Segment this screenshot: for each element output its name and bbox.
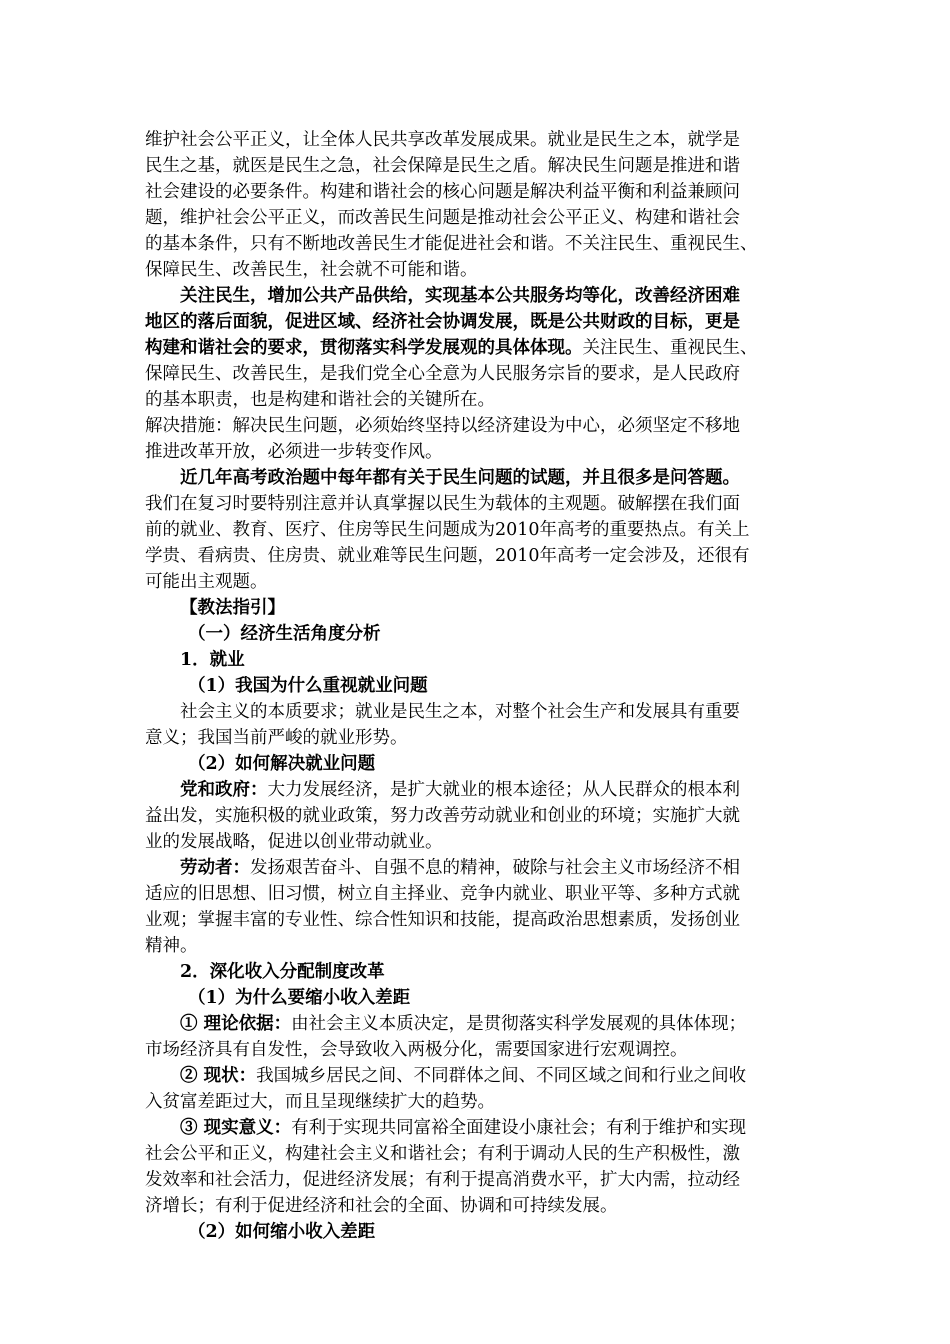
label-theory: ① 理论依据： — [180, 1014, 292, 1034]
heading-employment: 1．就业 — [180, 650, 245, 670]
paragraph-line: 益出发，实施积极的就业政策，努力改善劳动就业和创业的环境；实施扩大就 — [145, 806, 740, 826]
paragraph-line-mixed — [145, 335, 815, 361]
paragraph-line: 前的就业、教育、医疗、住房等民生问题成为2010年高考的重要热点。有关上 — [145, 520, 750, 540]
paragraph-line: 意义；我国当前严峻的就业形势。 — [145, 728, 408, 748]
bold-paragraph-line: 近几年高考政治题中每年都有关于民生问题的试题，并且很多是问答题。 — [180, 468, 740, 488]
paragraph-line: 精神。 — [145, 936, 198, 956]
paragraph-line: 维护社会公平正义，让全体人民共享改革发展成果。就业是民生之本，就学是 — [145, 130, 740, 150]
paragraph-line-mixed — [180, 855, 850, 881]
subsection-heading: （一）经济生活角度分析 — [188, 624, 381, 644]
plain-text: 大力发展经济，是扩大就业的根本途径；从人民群众的根本利 — [267, 780, 740, 800]
paragraph-line: 保障民生、改善民生，社会就不可能和谐。 — [145, 260, 478, 280]
paragraph-line: 发效率和社会活力，促进经济发展；有利于提高消费水平，扩大内需，拉动经 — [145, 1170, 740, 1190]
plain-text: 有利于实现共同富裕全面建设小康社会；有利于维护和实现 — [291, 1118, 747, 1138]
paragraph-line: 可能出主观题。 — [145, 572, 268, 592]
plain-text: 发扬艰苦奋斗、自强不息的精神，破除与社会主义市场经济不相 — [250, 858, 740, 878]
label-meaning: ③ 现实意义： — [180, 1118, 292, 1138]
subheading: （2）如何缩小收入差距 — [188, 1222, 376, 1242]
subheading: （1）我国为什么重视就业问题 — [188, 676, 428, 696]
paragraph-line: 业的发展战略，促进以创业带动就业。 — [145, 832, 443, 852]
paragraph-line: 题，维护社会公平正义，而改善民生问题是推动社会公平正义、构建和谐社会 — [145, 208, 740, 228]
section-title: 【教法指引】 — [180, 598, 285, 618]
plain-text: 由社会主义本质决定，是贯彻落实科学发展观的具体体现； — [291, 1014, 747, 1034]
paragraph-line-mixed — [180, 1011, 850, 1037]
paragraph-line: 社会公平和正义，构建社会主义和谐社会；有利于调动人民的生产积极性，激 — [145, 1144, 740, 1164]
paragraph-line: 学贵、看病贵、住房贵、就业难等民生问题，2010年高考一定会涉及，还很有 — [145, 546, 750, 566]
paragraph-line: 市场经济具有自发性，会导致收入两极分化，需要国家进行宏观调控。 — [145, 1040, 688, 1060]
bold-paragraph-line: 关注民生，增加公共产品供给，实现基本公共服务均等化，改善经济困难 — [180, 286, 740, 306]
paragraph-line: 我们在复习时要特别注意并认真掌握以民生为载体的主观题。破解摆在我们面 — [145, 494, 740, 514]
paragraph-line: 的基本条件，只有不断地改善民生才能促进社会和谐。不关注民生、重视民生、 — [145, 234, 758, 254]
subheading: （1）为什么要缩小收入差距 — [188, 988, 411, 1008]
paragraph-line: 适应的旧思想、旧习惯，树立自主择业、竞争内就业、职业平等、多种方式就 — [145, 884, 740, 904]
subheading: （2）如何解决就业问题 — [188, 754, 376, 774]
label-worker: 劳动者： — [180, 858, 250, 878]
paragraph-line: 济增长；有利于促进经济和社会的全面、协调和可持续发展。 — [145, 1196, 618, 1216]
bold-paragraph-line: 地区的落后面貌，促进区域、经济社会协调发展，既是公共财政的目标，更是 — [145, 312, 740, 332]
paragraph-line: 民生之基，就医是民生之急，社会保障是民生之盾。解决民生问题是推进和谐 — [145, 156, 740, 176]
label-party: 党和政府： — [180, 780, 268, 800]
paragraph-line: 入贫富差距过大，而且呈现继续扩大的趋势。 — [145, 1092, 495, 1112]
plain-text: 关注民生、重视民生、 — [582, 338, 758, 358]
paragraph-line-mixed — [180, 1115, 850, 1141]
paragraph-line-mixed — [180, 1063, 850, 1089]
paragraph-line: 业观；掌握丰富的专业性、综合性知识和技能，提高政治思想素质，发扬创业 — [145, 910, 740, 930]
paragraph-line: 社会建设的必要条件。构建和谐社会的核心问题是解决利益平衡和利益兼顾问 — [145, 182, 740, 202]
label-status: ② 现状： — [180, 1066, 257, 1086]
plain-text: 我国城乡居民之间、不同群体之间、不同区域之间和行业之间收 — [256, 1066, 747, 1086]
paragraph-line: 解决措施：解决民生问题，必须始终坚持以经济建设为中心，必须坚定不移地 — [145, 416, 740, 436]
bold-text: 构建和谐社会的要求，贯彻落实科学发展观的具体体现。 — [145, 338, 583, 358]
paragraph-line: 的基本职责，也是构建和谐社会的关键所在。 — [145, 390, 495, 410]
heading-income: 2．深化收入分配制度改革 — [180, 962, 385, 982]
paragraph-line: 保障民生、改善民生，是我们党全心全意为人民服务宗旨的要求，是人民政府 — [145, 364, 740, 384]
paragraph-line: 推进改革开放，必须进一步转变作风。 — [145, 442, 443, 462]
paragraph-line: 社会主义的本质要求；就业是民生之本，对整个社会生产和发展具有重要 — [180, 702, 740, 722]
paragraph-line-mixed — [180, 777, 850, 803]
